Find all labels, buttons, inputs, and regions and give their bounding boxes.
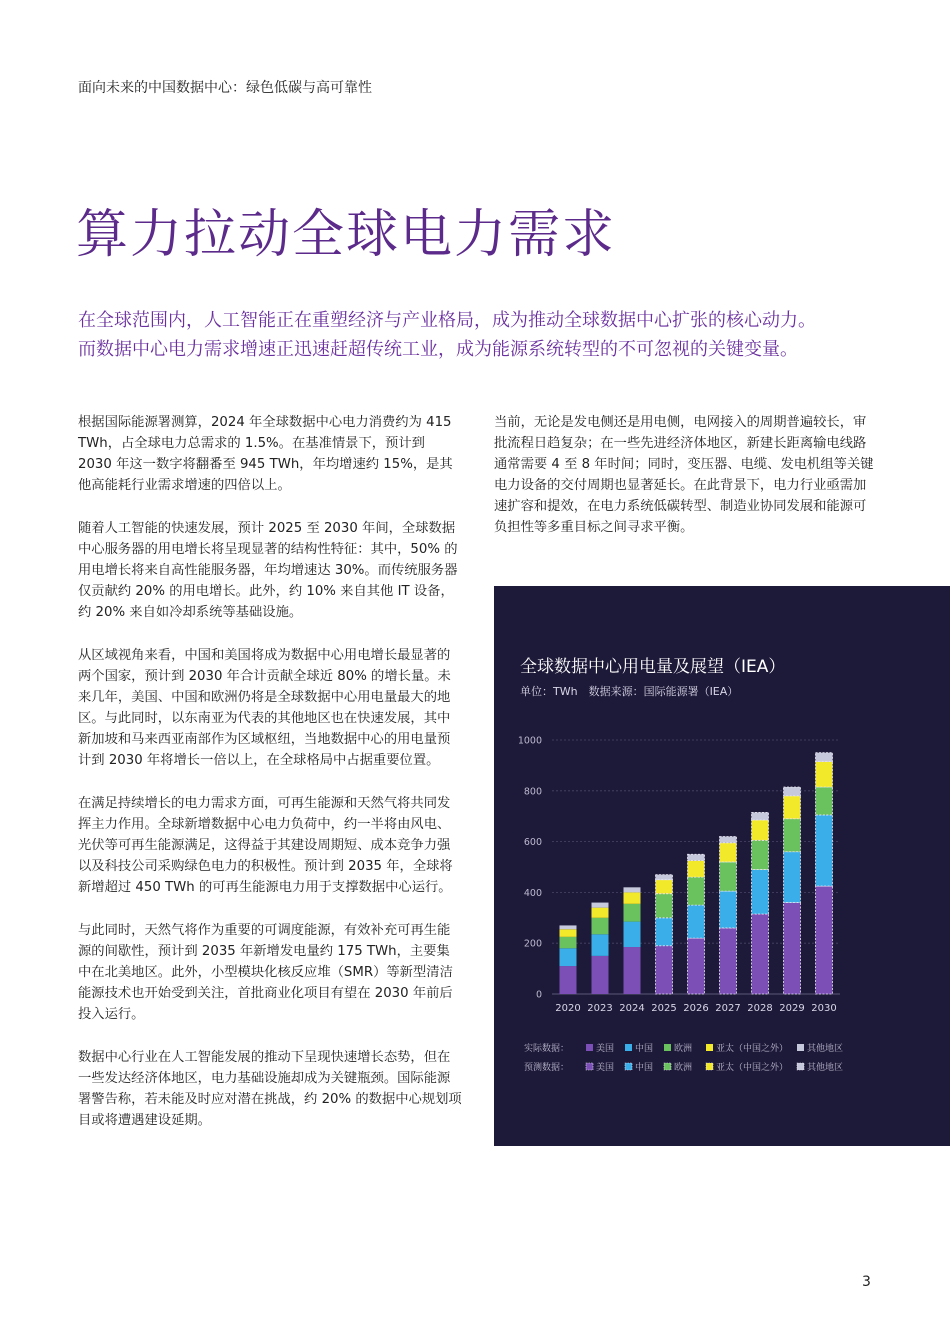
- bar-segment: [688, 877, 705, 905]
- bar-segment: [592, 934, 609, 956]
- body-paragraph: 当前，无论是发电侧还是用电侧，电网接入的周期普遍较长，审批流程日趋复杂；在一些先进经济体地区，新建长距离输电线路通常需要 4 至 8 年时间；同时，变压器、电缆、发电机组等关键电力设备的交付周期也显著延长。在此背景下，电力行业亟需加速扩容和提效，在电力系统低碳转型、制造业协同发展和能源可负担性等多重目标之间寻求平衡。: [494, 415, 874, 535]
- lead-line: 而数据中心电力需求增速正迅速赶超传统工业，成为能源系统转型的不可忽视的关键变量。: [78, 339, 798, 360]
- x-tick-label: 2028: [747, 1003, 773, 1014]
- bar-segment: [624, 887, 641, 892]
- bar-segment: [624, 892, 641, 903]
- legend-swatch: [586, 1044, 593, 1051]
- y-tick-label: 0: [535, 989, 542, 1001]
- bar-segment: [656, 880, 673, 894]
- y-tick-label: 800: [523, 786, 542, 798]
- bar-segment: [560, 937, 577, 948]
- bar-segment: [560, 929, 577, 937]
- bar-segment: [592, 956, 609, 994]
- y-tick-label: 200: [523, 938, 542, 950]
- x-tick-label: 2020: [555, 1003, 581, 1014]
- legend-swatch: [664, 1063, 671, 1070]
- bar-segment: [656, 894, 673, 918]
- bar-segment: [560, 966, 577, 994]
- bar-segment: [560, 948, 577, 966]
- body-paragraph: 与此同时，天然气将作为重要的可调度能源，有效补充可再生能源的间歇性，预计到 2035 年新增发电量约 175 TWh，主要集中在北美地区。此外，小型模块化核反应堆（SMR）等新型清洁能源技术也开始受到关注，首批商业化项目有望在 2030 年前后投入运行。: [78, 923, 453, 1022]
- y-tick-label: 400: [523, 887, 542, 899]
- right-column: [494, 412, 878, 560]
- bar-segment: [816, 787, 833, 815]
- bar-segment: [784, 787, 801, 796]
- legend-swatch: [625, 1044, 632, 1051]
- bar-segment: [752, 914, 769, 994]
- legend-label: 美国: [596, 1044, 615, 1054]
- x-tick-label: 2025: [651, 1003, 677, 1014]
- bar-segment: [720, 843, 737, 862]
- legend-swatch: [625, 1063, 632, 1070]
- bar-segment: [784, 819, 801, 852]
- legend-row-label: 实际数据：: [524, 1044, 570, 1054]
- bar-segment: [816, 762, 833, 787]
- bar-segment: [688, 905, 705, 938]
- legend-swatch: [586, 1063, 593, 1070]
- chart-panel: [494, 586, 950, 1146]
- x-tick-label: 2030: [811, 1003, 837, 1014]
- bar-segment: [624, 922, 641, 947]
- bar-segment: [752, 812, 769, 820]
- bar-segment: [560, 925, 577, 929]
- bar-segment: [816, 753, 833, 762]
- bar-segment: [720, 862, 737, 891]
- bar-segment: [816, 886, 833, 994]
- bar-segment: [688, 938, 705, 994]
- legend-label: 中国: [635, 1063, 654, 1073]
- legend-label: 美国: [596, 1063, 615, 1073]
- legend-label: 亚太（中国之外）: [716, 1063, 789, 1073]
- x-tick-label: 2023: [587, 1003, 613, 1014]
- body-paragraph: 随着人工智能的快速发展，预计 2025 至 2030 年间，全球数据中心服务器的用电增长将呈现显著的结构性特征：其中，50% 的用电增长将来自高性能服务器，年均增速达 30%。而传统服务器仅贡献约 20% 的用电增长。此外，约 10% 来自其他 IT 设备，约 20% 来自如冷却系统等基础设施。: [78, 521, 458, 620]
- bar-segment: [688, 854, 705, 860]
- legend-swatch: [706, 1044, 713, 1051]
- page-title: 算力拉动全球电力需求: [76, 205, 617, 265]
- legend-label: 其他地区: [807, 1044, 844, 1054]
- bar-segment: [592, 918, 609, 935]
- legend-label: 亚太（中国之外）: [716, 1044, 789, 1054]
- legend-swatch: [706, 1063, 713, 1070]
- bar-segment: [752, 840, 769, 869]
- page-number: 3: [862, 1274, 871, 1290]
- bar-segment: [720, 837, 737, 843]
- lead-line: 在全球范围内，人工智能正在重塑经济与产业格局，成为推动全球数据中心扩张的核心动力。: [78, 310, 816, 331]
- x-tick-label: 2029: [779, 1003, 805, 1014]
- legend-label: 中国: [635, 1044, 654, 1054]
- running-header: 面向未来的中国数据中心：绿色低碳与高可靠性: [78, 80, 372, 96]
- legend-label: 欧洲: [674, 1063, 693, 1073]
- x-tick-label: 2024: [619, 1003, 645, 1014]
- bar-segment: [720, 928, 737, 994]
- body-paragraph: 根据国际能源署测算，2024 年全球数据中心电力消费约为 415 TWh，占全球电力总需求的 1.5%。在基准情景下，预计到 2030 年这一数字将翻番至 945 TWh，年均增速约 15%，是其他高能耗行业需求增速的四倍以上。: [78, 415, 453, 493]
- bar-segment: [656, 875, 673, 880]
- x-tick-label: 2027: [715, 1003, 741, 1014]
- bar-segment: [720, 891, 737, 928]
- body-paragraph: 在满足持续增长的电力需求方面，可再生能源和天然气将共同发挥主力作用。全球新增数据中心电力负荷中，约一半将由风电、光伏等可再生能源满足，这得益于其建设周期短、成本竞争力强以及科技公司采购绿色电力的积极性。预计到 2035 年，全球将新增超过 450 TWh 的可再生能源电力用于支撑数据中心运行。: [78, 796, 453, 895]
- chart-title: 全球数据中心用电量及展望（IEA）: [520, 657, 786, 677]
- bar-segment: [752, 820, 769, 840]
- left-column: [78, 412, 462, 1153]
- bar-segment: [784, 796, 801, 819]
- bar-segment: [656, 918, 673, 946]
- bar-segment: [816, 815, 833, 886]
- bar-segment: [624, 947, 641, 994]
- legend-label: 其他地区: [807, 1063, 844, 1073]
- bar-segment: [752, 870, 769, 914]
- bar-segment: [624, 904, 641, 922]
- legend-swatch: [797, 1044, 804, 1051]
- stacked-bar-chart: [494, 586, 950, 1146]
- bar-segment: [592, 908, 609, 918]
- bar-segment: [688, 861, 705, 878]
- y-tick-label: 1000: [517, 735, 542, 747]
- lead-paragraph: [78, 306, 878, 364]
- legend-row-label: 预测数据：: [524, 1063, 570, 1073]
- legend-swatch: [797, 1063, 804, 1070]
- bar-segment: [656, 946, 673, 994]
- chart-subtitle: 单位：TWh 数据来源：国际能源署（IEA）: [520, 685, 739, 698]
- bar-segment: [592, 903, 609, 908]
- body-paragraph: 从区域视角来看，中国和美国将成为数据中心用电增长最显著的两个国家，预计到 2030 年合计贡献全球近 80% 的增长量。未来几年，美国、中国和欧洲仍将是全球数据中心用电量最大的地区。与此同时，以东南亚为代表的其他地区也在快速发展，其中新加坡和马来西亚南部作为区域枢纽，当地数据中心的用电量预计到 2030 年将增长一倍以上，在全球格局中占据重要位置。: [78, 648, 451, 768]
- bar-segment: [784, 903, 801, 994]
- x-tick-label: 2026: [683, 1003, 709, 1014]
- legend-label: 欧洲: [674, 1044, 693, 1054]
- bar-segment: [784, 852, 801, 903]
- y-tick-label: 600: [523, 837, 542, 849]
- body-paragraph: 数据中心行业在人工智能发展的推动下呈现快速增长态势，但在一些发达经济体地区，电力基础设施却成为关键瓶颈。国际能源署警告称，若未能及时应对潜在挑战，约 20% 的数据中心规划项目或将遭遇建设延期。: [78, 1050, 462, 1128]
- legend-swatch: [664, 1044, 671, 1051]
